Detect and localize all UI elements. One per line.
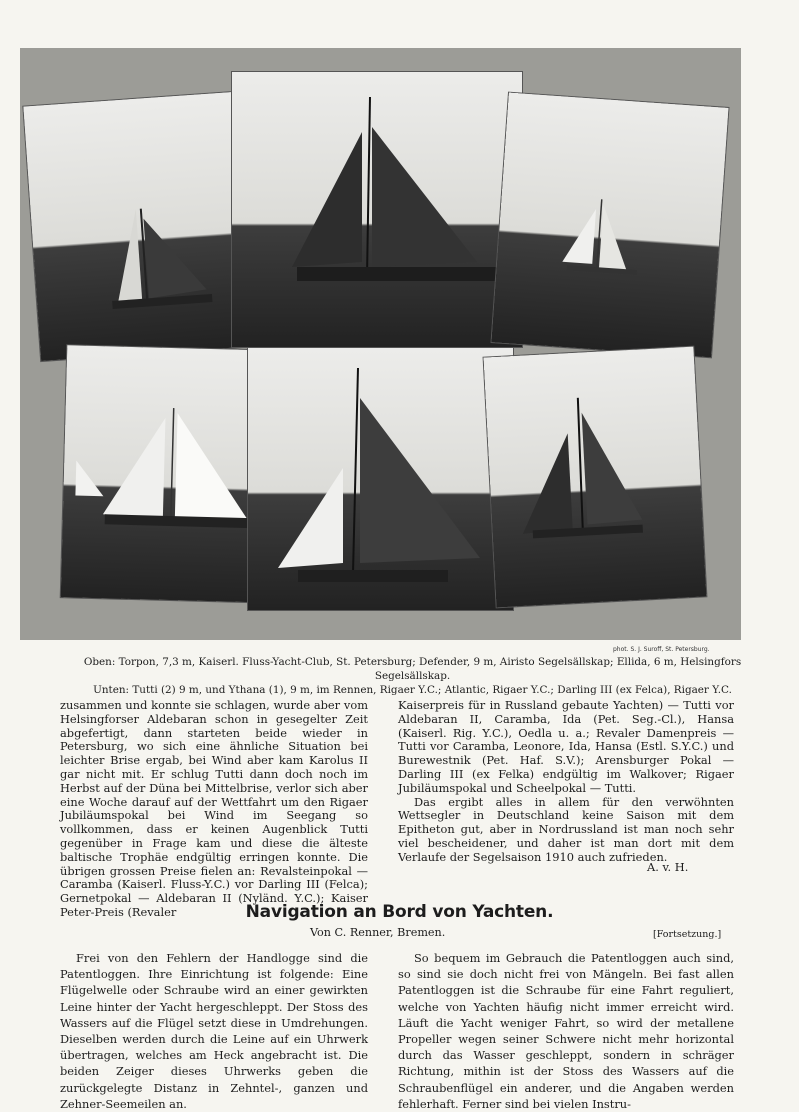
caption-top: Oben: Torpon, 7,3 m, Kaiserl. Fluss-Yacht-Club, St. Petersburg; Defender, 9 m, Airisto Segelsällskap; Ellida, 6 m, Helsingfors Segelsällskap. — [83, 656, 742, 682]
photo-credit: phot. S. J. Suroff, St. Petersburg. — [613, 646, 710, 653]
photo-darling-iii — [484, 347, 707, 608]
photo-defender — [232, 72, 522, 347]
article1-left-column — [60, 699, 368, 920]
figure-caption — [60, 655, 765, 697]
article2-left-column — [60, 950, 368, 1112]
article2-title: Navigation an Bord von Yachten. — [245, 902, 554, 922]
article2-left-text: Frei von den Fehlern der Handlogge sind die Patentloggen. Ihre Einrichtung ist folgende: Eine Flügelwelle oder Schraube wird an einer gewirkten Leine hinter der Yacht hergeschleppt. Der Stoss des Wassers auf die Flügel setzt diese in Umdrehungen. Dieselben werden durch die Leine auf ein Uhrwerk übertragen, welches am Heck angebracht ist. Die beiden Zeiger dieses Uhrwerks geben die zurückgelegte Distanz in Zehntel-, ganzen und Zehner-Seemeilen an. — [60, 951, 368, 1111]
photo-atlantic — [248, 348, 513, 610]
article1-signature: A. v. H. — [647, 860, 689, 874]
article1-right-column — [398, 699, 734, 865]
article1-left-text: zusammen und konnte sie schlagen, wurde aber vom Helsingforser Aldebaran schon in gesegelter Zeit abgefertigt, dann starteten beide wieder in Petersburg, wo sich eine ähnliche Situation bei leichter Brise ergab, bei Wind aber kam Karolus II gar nicht mit. Er schlug Tutti dann doch noch im Herbst auf der Düna bei Mittelbrise, verlor sich aber eine Woche darauf auf der Wettfahrt um den Rigaer Jubiläumspokal bei Wind im Seegang so vollkommen, dass er keinen Augenblick Tutti gegenüber in Frage kam und diese die älteste baltische Trophäe endgültig erringen konnte. Die übrigen grossen Preise fielen an: Revalsteinpokal — Caramba (Kaiserl. Fluss-Y.C.) vor Darling III (Felca); Gernetpokal — Aldebaran II (Nyländ. Y.C.); Kaiser Peter-Preis (Revaler — [60, 698, 368, 919]
photo-ellida — [492, 93, 729, 358]
photo-tutti-ythana — [61, 345, 280, 602]
caption-bottom: Unten: Tutti (2) 9 m, und Ythana (1), 9 m, im Rennen, Rigaer Y.C.; Atlantic, Rigaer Y.C.; Darling III (ex Felca), Rigaer Y.C. — [93, 684, 732, 696]
article2-right-text: So bequem im Gebrauch die Patentloggen auch sind, so sind sie doch nicht frei von Mängeln. Bei fast allen Patentloggen ist die Schraube für eine Fahrt reguliert, welche von Yachten häufig nicht immer erreicht wird. Läuft die Yacht weniger Fahrt, so wird der metallene Propeller wegen seiner Schwere nicht mehr horizontal durch das Wasser geschleppt, sondern in schräger Richtung, mithin ist der Stoss des Wassers auf die Schraubenflügel ein anderer, und die Angaben werden fehlerhaft. Ferner sind bei vielen Instru- — [398, 951, 734, 1111]
article2-continued: [Fortsetzung.] — [653, 929, 722, 940]
article2-right-column — [398, 950, 734, 1112]
article1-right-text-2: Das ergibt alles in allem für den verwöhnten Wettsegler in Deutschland keine Saison mit dem Epitheton gut, aber in Nordrussland ist man noch sehr viel bescheidener, und daher ist man dort mit dem Verlaufe der Segelsaison 1910 auch zufrieden. — [398, 794, 734, 864]
article2-author: Von C. Renner, Bremen. — [310, 926, 446, 939]
article1-right-text-1: Kaiserpreis für in Russland gebaute Yachten) — Tutti vor Aldebaran II, Caramba, Ida (Pet. Seg.-Cl.), Hansa (Kaiserl. Rig. Y.C.), Oedla u. a.; Revaler Damenpreis — Tutti vor Caramba, Leonore, Ida, Hansa (Estl. S.Y.C.) und Burewestnik (Pet. Haf. S.V.); Arensburger Pokal — Darling III (ex Felka) endgültig im Walkover; Rigaer Jubiläumspokal und Scheelpokal — Tutti. — [398, 698, 734, 795]
